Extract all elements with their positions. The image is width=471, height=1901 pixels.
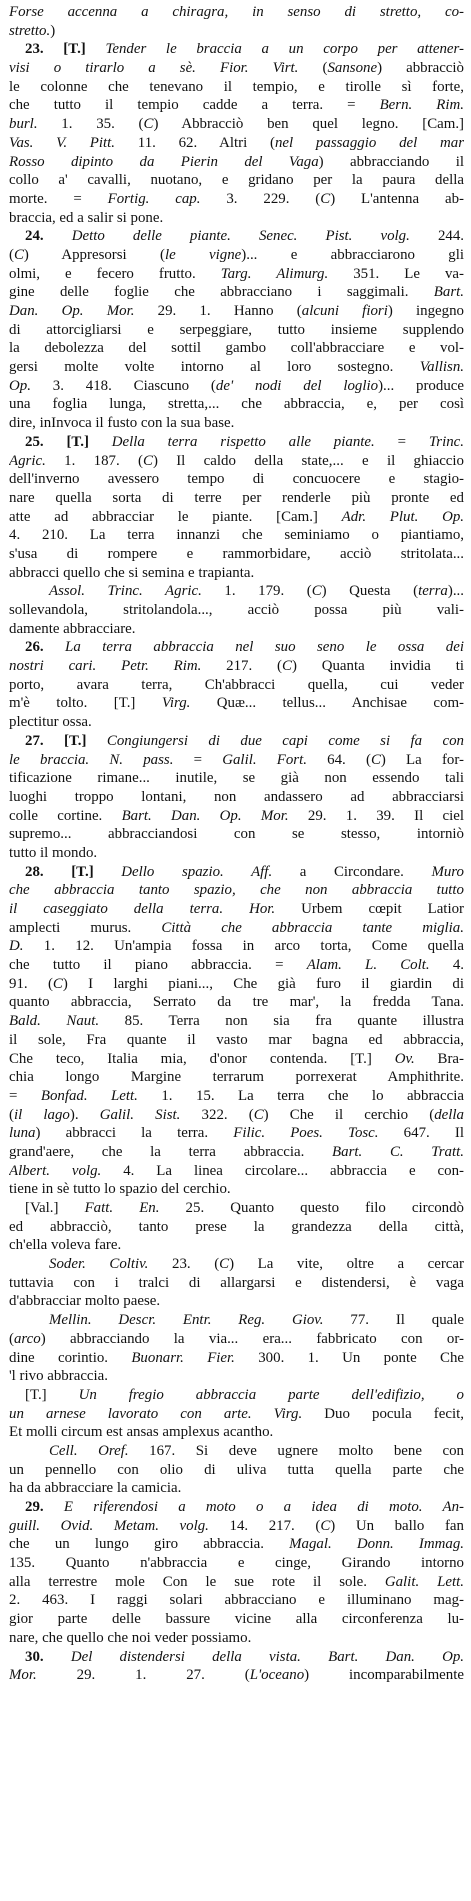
italic-text: Città che abbraccia tante miglia. <box>161 919 464 936</box>
text-run: ha da abbracciare la camicia. <box>9 1480 182 1497</box>
italic-text: Filic. Poes. Tosc. <box>233 1125 379 1142</box>
italic-text: La terra abbraccia nel suo seno le ossa dei <box>65 639 464 656</box>
text-run: 29. 1. Hanno ( <box>134 303 302 319</box>
text-run: 29. 1. 27. ( <box>36 1667 250 1684</box>
italic-text: Agric. <box>9 452 46 469</box>
text-run: 4. 210. La terra innanzi che seminiamo o piantiamo, <box>9 527 464 544</box>
text-line <box>9 993 464 1012</box>
text-line <box>9 863 464 882</box>
italic-text: luna <box>9 1125 36 1142</box>
text-run: ( <box>9 1330 14 1347</box>
text-run: Quæ... tellus... Anchisae com- <box>190 695 464 712</box>
italic-text: Bart. <box>433 284 464 301</box>
text-line <box>9 209 464 228</box>
text-run: = <box>374 433 429 450</box>
text-line <box>9 489 464 508</box>
text-run: ) ingegno <box>387 303 464 319</box>
text-line <box>9 395 464 414</box>
text-run: tutto il mondo. <box>9 844 98 861</box>
text-run: 11. 62. Altri ( <box>115 134 275 151</box>
text-run: che un lungo giro abbraccia. <box>9 1536 290 1553</box>
text-line <box>9 1031 464 1050</box>
text-run: dire, inInvoca il fusto con la sua base. <box>9 415 235 432</box>
text-run: 25. Quanto questo filo circondò <box>159 1200 464 1216</box>
text-run: atte ad abbracciar le piante. [Cam.] <box>9 508 342 525</box>
text-line <box>9 956 464 975</box>
text-line <box>9 1218 464 1237</box>
italic-text: Targ. Alimurg. <box>220 265 329 282</box>
text-run: ) <box>50 22 56 39</box>
text-run: ) Quanta invidia ti <box>291 658 464 675</box>
italic-text: Bald. Naut. <box>9 1013 100 1030</box>
text-line <box>9 1423 464 1442</box>
text-line <box>9 153 464 172</box>
text-run: 4. <box>429 957 464 974</box>
text-run: sollevandola, stritolandola..., acciò possa più vali- <box>9 602 464 618</box>
text-run: plectitur ossa. <box>9 714 92 731</box>
text-run: di attorcigliarsi e serpeggiare, tutto insieme supplendo <box>9 321 464 338</box>
text-line <box>9 769 464 788</box>
text-run: ch'ella voleva fare. <box>9 1237 122 1254</box>
text-run: 3. 418. Ciascuno ( <box>30 377 216 394</box>
italic-text: de' nodi del loglio <box>215 377 379 394</box>
italic-text: il lago <box>13 1106 70 1123</box>
italic-text: Del distendersi della vista. Bart. Dan. Op. <box>70 1648 464 1665</box>
text-run: ) Questa ( <box>321 583 419 600</box>
text-run: 14. 217. ( <box>208 1517 321 1534</box>
text-line <box>9 1124 464 1143</box>
text-line <box>9 190 464 209</box>
text-run: ) abbracciando la via... era... fabbricato con or- <box>40 1330 464 1347</box>
text-line <box>9 1517 464 1536</box>
italic-text: Bart. Dan. Op. Mor. <box>121 807 289 824</box>
text-line <box>9 40 464 59</box>
entry-number: 28. [T.] <box>25 863 122 880</box>
italic-text: Alam. L. Colt. <box>306 957 430 974</box>
text-line <box>9 1330 464 1349</box>
text-line <box>9 1554 464 1573</box>
italic-text: Ov. <box>394 1050 415 1067</box>
text-run: ( <box>298 60 328 77</box>
text-run: 300. 1. Un ponte Che <box>234 1349 464 1366</box>
italic-text: L'oceano <box>249 1667 305 1684</box>
text-run: 85. Terra non sia fra quante illustra <box>99 1013 464 1030</box>
text-line <box>9 1648 464 1667</box>
text-run: m'è tolto. [T.] <box>9 695 162 712</box>
italic-text: burl. <box>9 116 38 133</box>
text-run: 322. ( <box>180 1106 254 1123</box>
text-line <box>9 900 464 919</box>
italic-text: nostri cari. Petr. Rim. <box>9 658 202 675</box>
text-line <box>9 751 464 770</box>
text-run: a Circondare. <box>272 863 432 880</box>
text-run: gior parte delle bassure vicine alla circonferenza lu- <box>9 1611 464 1628</box>
text-run: 29. 1. 39. Il ciel <box>288 807 464 824</box>
text-run: che tutto il piano abbraccia. = <box>9 957 307 974</box>
italic-text: Bonfad. Lett. <box>40 1087 138 1104</box>
text-run: 1. 12. Un'ampia fossa in arco torta, Come quella <box>23 938 464 955</box>
text-line <box>9 1479 464 1498</box>
entry-number: 26. <box>25 639 66 656</box>
entry-number: 23. [T.] <box>25 41 106 58</box>
text-run: )... e abbracciarono gli <box>241 246 464 263</box>
text-run: ) La for- <box>380 751 464 768</box>
text-run: ). <box>69 1106 100 1123</box>
text-run: 'l rivo abbraccia. <box>9 1368 109 1385</box>
text-line <box>9 1106 464 1125</box>
italic-text: Rosso dipinto da Pierin del Vaga <box>9 153 319 170</box>
text-line <box>9 1629 464 1648</box>
text-line <box>9 844 464 863</box>
italic-text: E riferendosi a moto o a idea di moto. An- <box>63 1499 464 1515</box>
text-run: )... <box>447 583 464 600</box>
text-run: ) incomparabilmente <box>304 1667 464 1684</box>
text-line <box>9 1573 464 1592</box>
text-line <box>9 676 464 695</box>
italic-text: C <box>13 246 24 263</box>
italic-text: Mor. <box>9 1667 37 1684</box>
italic-text: Albert. volg. <box>9 1162 102 1179</box>
text-run: ) Appresorsi ( <box>23 246 165 263</box>
text-run: Et molli circum est ansas amplexus acantho. <box>9 1424 274 1441</box>
text-line <box>9 1180 464 1199</box>
text-run: le colonne che tenevano il tempio, e tirolle sì forte, <box>9 78 464 95</box>
italic-text: Vallisn. <box>419 359 464 376</box>
italic-text: Magal. Donn. Immag. <box>289 1536 464 1553</box>
italic-text: Galil. Sist. <box>99 1106 181 1123</box>
italic-text: stretto. <box>9 22 51 39</box>
text-run: 1. 35. ( <box>37 116 144 133</box>
text-line <box>9 788 464 807</box>
italic-text: Dan. Op. Mor. <box>9 303 135 319</box>
text-line <box>9 1461 464 1480</box>
text-line <box>9 694 464 713</box>
text-line <box>9 227 464 246</box>
text-run: morte. = <box>9 190 108 207</box>
text-run: 3. 229. ( <box>200 190 321 207</box>
text-run: 23. ( <box>148 1256 220 1273</box>
italic-text: C <box>253 1106 264 1123</box>
text-line <box>9 115 464 134</box>
italic-text: Sansone <box>327 60 378 77</box>
italic-text: arco <box>13 1330 41 1347</box>
text-line <box>9 919 464 938</box>
text-run: ) I larghi piani..., Che già furo il giardin di <box>62 975 464 992</box>
text-line <box>9 1610 464 1629</box>
italic-text: che abbraccia tanto spazio, che non abbraccia tutto <box>9 882 464 899</box>
text-run: Duo pocula fecit, <box>302 1405 464 1422</box>
text-line <box>9 78 464 97</box>
text-run: ( <box>9 246 14 263</box>
italic-text: C <box>143 116 154 133</box>
text-run: tiene in sè tutto lo spazio del cerchio. <box>9 1181 231 1198</box>
text-line <box>9 358 464 377</box>
text-line <box>9 1068 464 1087</box>
italic-text: Tender le braccia a un corpo per attener- <box>105 41 464 58</box>
italic-text: C <box>320 190 331 207</box>
italic-text: C <box>219 1256 230 1273</box>
text-run: )... produce <box>378 377 464 394</box>
text-run: abbracci quello che si semina e trapianta. <box>9 564 255 581</box>
text-line <box>9 302 464 321</box>
text-line <box>9 1442 464 1461</box>
text-run: chia longo Margine terrarum porrexerat Amphithrite. <box>9 1069 464 1086</box>
text-run: 64. ( <box>306 751 371 768</box>
text-line <box>9 433 464 452</box>
italic-text: Adr. Plut. Op. <box>341 508 464 525</box>
italic-text: Galil. Fort. <box>222 751 307 768</box>
italic-text: C <box>320 1517 331 1534</box>
text-line <box>9 657 464 676</box>
text-run: 351. Le va- <box>328 265 464 282</box>
text-run: ) abbracciando il <box>318 153 464 170</box>
italic-text: terra <box>418 583 448 600</box>
text-run: damente abbracciare. <box>9 620 136 637</box>
text-line <box>9 1535 464 1554</box>
text-run: una foglia lunga, stretta,... che abbraccia, e, per così <box>9 396 464 413</box>
italic-text: Bart. C. Tratt. <box>332 1143 464 1160</box>
text-line <box>9 1199 464 1218</box>
text-line <box>9 377 464 396</box>
italic-text: guill. Ovid. Metam. volg. <box>9 1517 209 1534</box>
text-line <box>9 732 464 751</box>
text-line <box>9 1087 464 1106</box>
text-line <box>9 638 464 657</box>
italic-text: Fatt. En. <box>84 1200 160 1216</box>
text-run: tuttavia con i tralci di allargarsi e distendersi, è vaga <box>9 1274 464 1291</box>
text-line <box>9 283 464 302</box>
italic-text: Virg. <box>161 695 191 712</box>
text-run: 647. Il <box>378 1125 464 1142</box>
entry-number: 27. [T.] <box>25 732 107 749</box>
text-run: Urbem cœpit Latior <box>275 901 464 917</box>
text-run: gersi molte volte intorno al loro sostegno. <box>9 359 420 376</box>
italic-text: Galit. Lett. <box>384 1573 464 1590</box>
text-run: porto, avara terra, Ch'abbracci quella, cui veder <box>9 676 464 693</box>
text-run: supremo... abbracciandosi con se stesso, intorniò <box>9 826 464 843</box>
text-run: ) Abbracciò ben quel legno. [Cam.] <box>153 116 464 133</box>
text-line <box>9 526 464 545</box>
italic-text: della <box>434 1106 464 1123</box>
italic-text: Vas. V. Pitt. <box>9 134 116 151</box>
italic-text: C <box>282 658 292 675</box>
text-line <box>9 3 464 22</box>
text-line <box>9 1367 464 1386</box>
text-run: il sole, Fra quante il vasto mar bagna ed abbraccia, <box>9 1031 464 1048</box>
italic-text: alcuni fiori <box>301 303 388 319</box>
text-line <box>9 620 464 639</box>
text-run: 135. Quanto n'abbraccia e cinge, Girando intorno <box>9 1555 464 1572</box>
text-line <box>9 1274 464 1293</box>
text-run: ( <box>9 1106 14 1123</box>
entry-number: 30. <box>25 1648 71 1665</box>
text-run: [T.] <box>25 1386 79 1403</box>
italic-text: Muro <box>431 863 464 880</box>
text-run: 2. 463. I raggi solari abbracciano e illuminano mag- <box>9 1592 464 1609</box>
text-run: ) abbracci la terra. <box>35 1125 234 1142</box>
italic-text: C <box>370 751 381 768</box>
italic-text: C <box>52 975 63 992</box>
italic-text: Soder. Coltiv. <box>49 1256 149 1273</box>
italic-text: Bern. Rim. <box>379 97 464 114</box>
text-line <box>9 470 464 489</box>
text-run: Che teco, Italia mia, d'onor contenda. [T.] <box>9 1050 395 1067</box>
italic-text: il caseggiato della terra. Hor. <box>9 901 276 917</box>
text-run: s'usa di rompere e rammorbidare, acciò stritolata... <box>9 545 464 562</box>
italic-text: Op. <box>9 377 31 394</box>
text-run: d'abbracciar molto paese. <box>9 1293 161 1310</box>
text-line <box>9 1386 464 1405</box>
text-run: Bra- <box>414 1050 464 1067</box>
italic-text: Cell. Oref. <box>49 1442 129 1459</box>
text-line <box>9 96 464 115</box>
italic-text: C <box>311 583 322 600</box>
italic-text: visi o tirarlo a sè. Fior. Virt. <box>9 60 299 77</box>
text-run: 91. ( <box>9 975 53 992</box>
italic-text: nel passaggio del mar <box>274 134 464 151</box>
text-run: ed abbracciò, tanto prese la grandezza della città, <box>9 1218 464 1235</box>
text-run: ) L'antenna ab- <box>330 190 464 207</box>
italic-text: Trinc. <box>428 433 464 450</box>
text-run: luoghi troppo lontani, non andassero ad abbracciarsi <box>9 788 464 805</box>
text-run: ) Che il cerchio ( <box>263 1106 435 1123</box>
text-line <box>9 1292 464 1311</box>
italic-text: D. <box>9 938 24 955</box>
text-line <box>9 1012 464 1031</box>
text-line <box>9 1405 464 1424</box>
text-run: tificazione rimane... inutile, se già non essendo tali <box>9 770 464 787</box>
text-run: 77. Il quale <box>323 1312 464 1329</box>
italic-text: Mellin. Descr. Entr. Reg. Giov. <box>49 1312 324 1329</box>
text-line <box>9 171 464 190</box>
text-run: olmi, e fecero frutto. <box>9 265 221 282</box>
text-run: 1. 15. La terra che lo abbraccia <box>137 1087 464 1104</box>
text-run: un pennello con olio di uliva tutta quella parte che <box>9 1461 464 1478</box>
italic-text: C <box>143 452 153 469</box>
text-line <box>9 601 464 620</box>
italic-text: Un fregio abbraccia parte dell'edifizio, o <box>78 1386 464 1403</box>
entry-number: 29. <box>25 1499 64 1515</box>
italic-text: Dello spazio. Aff. <box>121 863 273 880</box>
text-run: colle cortine. <box>9 807 122 824</box>
text-line <box>9 1255 464 1274</box>
text-line <box>9 564 464 583</box>
text-run: alla terrestre mole Con le sue rote il sole. <box>9 1573 385 1590</box>
text-run: 4. La linea circolare... abbraccia e con- <box>101 1162 464 1179</box>
text-line <box>9 582 464 601</box>
text-run: [Val.] <box>25 1200 85 1216</box>
text-line <box>9 1591 464 1610</box>
text-run: ) Il caldo della state,... e il ghiaccio <box>152 452 464 469</box>
text-line <box>9 975 464 994</box>
text-run: grand'aere, che la terra abbraccia. <box>9 1143 333 1160</box>
text-line <box>9 1050 464 1069</box>
text-line <box>9 414 464 433</box>
text-run: 244. <box>409 228 464 245</box>
text-line <box>9 1498 464 1517</box>
text-line <box>9 134 464 153</box>
text-line <box>9 881 464 900</box>
italic-text: Assol. Trinc. Agric. <box>49 583 202 600</box>
text-run: ) La vite, oltre a cercar <box>229 1256 464 1273</box>
text-run: quanto abbraccia, Serrato da tre mar', la fredda Tana. <box>9 994 464 1011</box>
text-line <box>9 937 464 956</box>
text-run: nare, che quello che noi veder possiamo. <box>9 1629 252 1646</box>
text-line <box>9 545 464 564</box>
text-line <box>9 339 464 358</box>
text-line <box>9 825 464 844</box>
text-run: amplecti murus. <box>9 919 162 936</box>
text-line <box>9 246 464 265</box>
text-line <box>9 321 464 340</box>
italic-text: Fortig. cap. <box>107 190 201 207</box>
text-line <box>9 807 464 826</box>
text-line <box>9 452 464 471</box>
italic-text: Congiungersi di due capi come si fa con <box>106 732 464 749</box>
text-run: 1. 187. ( <box>45 452 143 469</box>
italic-text: Della terra rispetto alle piante. <box>111 433 375 450</box>
text-run: 167. Si deve ugnere molto bene con <box>128 1442 464 1459</box>
text-line <box>9 1162 464 1181</box>
italic-text: Buonarr. Fier. <box>131 1349 235 1366</box>
italic-text: le vigne <box>164 246 242 263</box>
text-run: = <box>173 751 223 768</box>
text-run: 1. 179. ( <box>201 583 312 600</box>
text-run: collo a' cavalli, nuotano, e gridano per la paura della <box>9 172 464 189</box>
text-run: braccia, ed a salir si pone. <box>9 209 164 226</box>
text-run: ) abbracciò <box>377 60 464 77</box>
text-run: 217. ( <box>201 658 282 675</box>
text-run: gine delle foglie che abbracciano i saggimali. <box>9 284 434 301</box>
text-line <box>9 22 464 41</box>
entry-number: 24. <box>25 228 72 245</box>
text-run: nare quella sorta di terre per renderle più pronte ed <box>9 489 464 506</box>
text-line <box>9 1311 464 1330</box>
text-line <box>9 265 464 284</box>
text-run: che tutto il tempio cadde a terra. = <box>9 97 380 114</box>
text-line <box>9 1236 464 1255</box>
text-run: ) Un ballo fan <box>330 1517 464 1534</box>
italic-text: le braccia. N. pass. <box>9 751 174 768</box>
text-line <box>9 1143 464 1162</box>
italic-text: Detto delle piante. Senec. Pist. volg. <box>71 228 410 245</box>
text-line <box>9 713 464 732</box>
text-line <box>9 59 464 78</box>
text-run: la debolezza del sottil gambo coll'abbracciare e vol- <box>9 340 464 357</box>
entry-number: 25. [T.] <box>25 433 112 450</box>
text-line <box>9 508 464 527</box>
text-run: dell'inverno avessero tempo di concuocere e stagio- <box>9 471 464 488</box>
text-line <box>9 1349 464 1368</box>
text-line <box>9 1666 464 1685</box>
italic-text: Forse accenna a chiragra, in senso di stretto, co- <box>9 4 464 20</box>
text-run: dine corintio. <box>9 1349 132 1366</box>
italic-text: un arnese lavorato con arte. Virg. <box>9 1405 303 1422</box>
text-run: = <box>9 1087 41 1104</box>
